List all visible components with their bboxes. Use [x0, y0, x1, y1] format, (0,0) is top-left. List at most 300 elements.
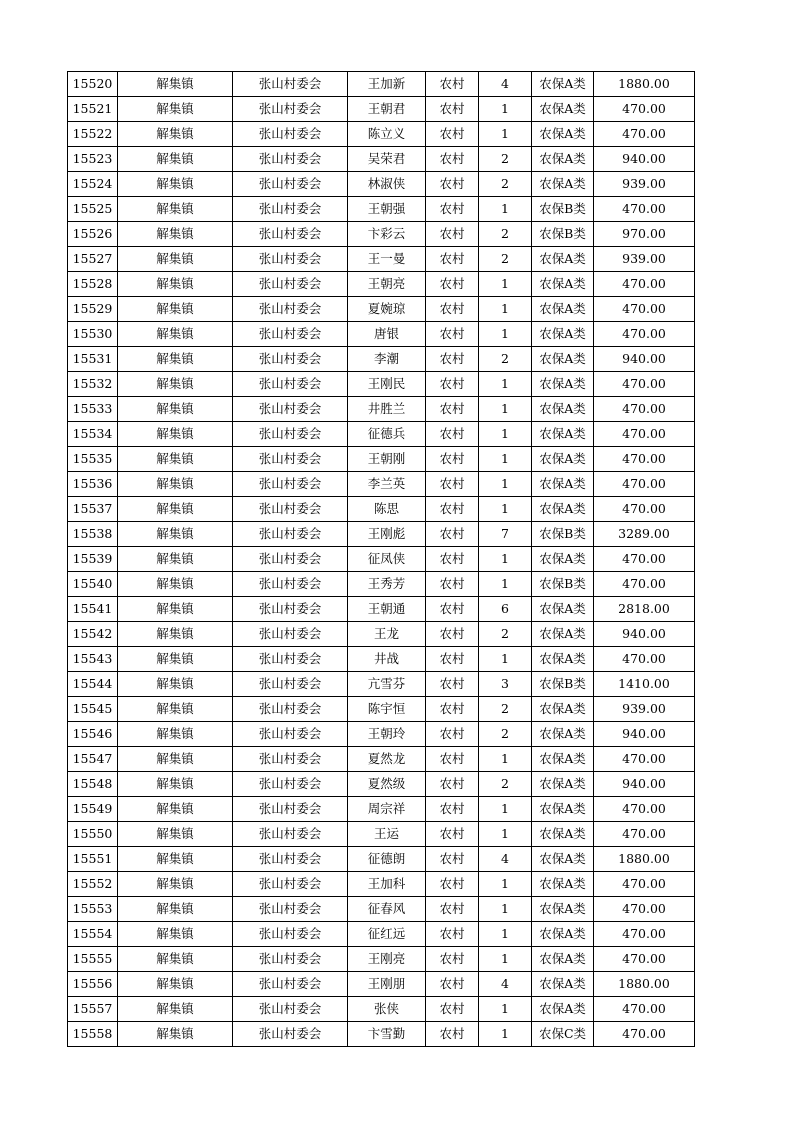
- amount-cell: 470.00: [594, 647, 695, 672]
- insurance-category-cell: 农保A类: [532, 397, 594, 422]
- record-id-cell: 15533: [68, 397, 118, 422]
- household-count-cell: 1: [479, 197, 532, 222]
- area-type-cell: 农村: [426, 897, 479, 922]
- table-row: [68, 197, 695, 222]
- record-id-cell: 15525: [68, 197, 118, 222]
- village-committee-cell: 张山村委会: [233, 222, 348, 247]
- person-name-cell: 王刚民: [348, 372, 426, 397]
- record-id-cell: 15531: [68, 347, 118, 372]
- insurance-category-cell: 农保A类: [532, 172, 594, 197]
- village-committee-cell: 张山村委会: [233, 422, 348, 447]
- area-type-cell: 农村: [426, 197, 479, 222]
- town-cell: 解集镇: [118, 322, 233, 347]
- table-row: [68, 522, 695, 547]
- insurance-category-cell: 农保A类: [532, 247, 594, 272]
- area-type-cell: 农村: [426, 747, 479, 772]
- town-cell: 解集镇: [118, 297, 233, 322]
- town-cell: 解集镇: [118, 947, 233, 972]
- household-count-cell: 4: [479, 972, 532, 997]
- village-committee-cell: 张山村委会: [233, 447, 348, 472]
- person-name-cell: 征红远: [348, 922, 426, 947]
- amount-cell: 470.00: [594, 897, 695, 922]
- insurance-category-cell: 农保A类: [532, 922, 594, 947]
- town-cell: 解集镇: [118, 772, 233, 797]
- household-count-cell: 1: [479, 97, 532, 122]
- insurance-category-cell: 农保A类: [532, 722, 594, 747]
- village-committee-cell: 张山村委会: [233, 747, 348, 772]
- person-name-cell: 井战: [348, 647, 426, 672]
- table-row: [68, 972, 695, 997]
- amount-cell: 940.00: [594, 622, 695, 647]
- amount-cell: 470.00: [594, 747, 695, 772]
- table-row: [68, 572, 695, 597]
- record-id-cell: 15545: [68, 697, 118, 722]
- person-name-cell: 陈思: [348, 497, 426, 522]
- table-row: [68, 247, 695, 272]
- town-cell: 解集镇: [118, 247, 233, 272]
- table-row: [68, 872, 695, 897]
- village-committee-cell: 张山村委会: [233, 622, 348, 647]
- insurance-category-cell: 农保A类: [532, 272, 594, 297]
- area-type-cell: 农村: [426, 147, 479, 172]
- table-row: [68, 822, 695, 847]
- person-name-cell: 陈立义: [348, 122, 426, 147]
- amount-cell: 939.00: [594, 247, 695, 272]
- person-name-cell: 林淑侠: [348, 172, 426, 197]
- village-committee-cell: 张山村委会: [233, 322, 348, 347]
- town-cell: 解集镇: [118, 172, 233, 197]
- record-id-cell: 15534: [68, 422, 118, 447]
- person-name-cell: 李潮: [348, 347, 426, 372]
- town-cell: 解集镇: [118, 722, 233, 747]
- person-name-cell: 王一曼: [348, 247, 426, 272]
- area-type-cell: 农村: [426, 797, 479, 822]
- person-name-cell: 王朝强: [348, 197, 426, 222]
- amount-cell: 940.00: [594, 722, 695, 747]
- person-name-cell: 征德朗: [348, 847, 426, 872]
- record-id-cell: 15543: [68, 647, 118, 672]
- person-name-cell: 井胜兰: [348, 397, 426, 422]
- village-committee-cell: 张山村委会: [233, 797, 348, 822]
- town-cell: 解集镇: [118, 672, 233, 697]
- person-name-cell: 王龙: [348, 622, 426, 647]
- table-row: [68, 322, 695, 347]
- village-committee-cell: 张山村委会: [233, 722, 348, 747]
- record-id-cell: 15530: [68, 322, 118, 347]
- town-cell: 解集镇: [118, 72, 233, 97]
- town-cell: 解集镇: [118, 497, 233, 522]
- village-committee-cell: 张山村委会: [233, 72, 348, 97]
- village-committee-cell: 张山村委会: [233, 272, 348, 297]
- record-id-cell: 15549: [68, 797, 118, 822]
- area-type-cell: 农村: [426, 497, 479, 522]
- village-committee-cell: 张山村委会: [233, 947, 348, 972]
- table-row: [68, 547, 695, 572]
- amount-cell: 470.00: [594, 372, 695, 397]
- town-cell: 解集镇: [118, 897, 233, 922]
- household-count-cell: 1: [479, 1022, 532, 1047]
- insurance-category-cell: 农保A类: [532, 72, 594, 97]
- household-count-cell: 2: [479, 172, 532, 197]
- table-row: [68, 772, 695, 797]
- table-row: [68, 597, 695, 622]
- insurance-category-cell: 农保A类: [532, 122, 594, 147]
- insurance-category-cell: 农保A类: [532, 547, 594, 572]
- insurance-category-cell: 农保B类: [532, 522, 594, 547]
- area-type-cell: 农村: [426, 397, 479, 422]
- table-row: [68, 947, 695, 972]
- village-committee-cell: 张山村委会: [233, 672, 348, 697]
- amount-cell: 1880.00: [594, 72, 695, 97]
- village-committee-cell: 张山村委会: [233, 197, 348, 222]
- household-count-cell: 2: [479, 147, 532, 172]
- area-type-cell: 农村: [426, 822, 479, 847]
- village-committee-cell: 张山村委会: [233, 697, 348, 722]
- village-committee-cell: 张山村委会: [233, 397, 348, 422]
- record-id-cell: 15520: [68, 72, 118, 97]
- person-name-cell: 王加新: [348, 72, 426, 97]
- town-cell: 解集镇: [118, 422, 233, 447]
- record-id-cell: 15539: [68, 547, 118, 572]
- insurance-category-cell: 农保A类: [532, 797, 594, 822]
- amount-cell: 470.00: [594, 947, 695, 972]
- area-type-cell: 农村: [426, 447, 479, 472]
- amount-cell: 470.00: [594, 997, 695, 1022]
- household-count-cell: 1: [479, 397, 532, 422]
- amount-cell: 940.00: [594, 772, 695, 797]
- person-name-cell: 张侠: [348, 997, 426, 1022]
- village-committee-cell: 张山村委会: [233, 147, 348, 172]
- area-type-cell: 农村: [426, 697, 479, 722]
- insurance-category-cell: 农保A类: [532, 972, 594, 997]
- records-table: [67, 71, 695, 1047]
- record-id-cell: 15550: [68, 822, 118, 847]
- record-id-cell: 15528: [68, 272, 118, 297]
- household-count-cell: 1: [479, 297, 532, 322]
- table-row: [68, 272, 695, 297]
- area-type-cell: 农村: [426, 372, 479, 397]
- table-row: [68, 397, 695, 422]
- insurance-category-cell: 农保B类: [532, 572, 594, 597]
- town-cell: 解集镇: [118, 747, 233, 772]
- table-row: [68, 347, 695, 372]
- household-count-cell: 2: [479, 222, 532, 247]
- household-count-cell: 2: [479, 697, 532, 722]
- village-committee-cell: 张山村委会: [233, 122, 348, 147]
- town-cell: 解集镇: [118, 647, 233, 672]
- village-committee-cell: 张山村委会: [233, 372, 348, 397]
- amount-cell: 470.00: [594, 497, 695, 522]
- town-cell: 解集镇: [118, 597, 233, 622]
- household-count-cell: 1: [479, 572, 532, 597]
- table-row: [68, 447, 695, 472]
- area-type-cell: 农村: [426, 347, 479, 372]
- area-type-cell: 农村: [426, 172, 479, 197]
- area-type-cell: 农村: [426, 122, 479, 147]
- town-cell: 解集镇: [118, 122, 233, 147]
- household-count-cell: 1: [479, 822, 532, 847]
- village-committee-cell: 张山村委会: [233, 172, 348, 197]
- amount-cell: 1880.00: [594, 847, 695, 872]
- amount-cell: 470.00: [594, 472, 695, 497]
- record-id-cell: 15540: [68, 572, 118, 597]
- amount-cell: 470.00: [594, 922, 695, 947]
- amount-cell: 3289.00: [594, 522, 695, 547]
- household-count-cell: 2: [479, 772, 532, 797]
- amount-cell: 470.00: [594, 122, 695, 147]
- village-committee-cell: 张山村委会: [233, 497, 348, 522]
- insurance-category-cell: 农保A类: [532, 97, 594, 122]
- table-row: [68, 922, 695, 947]
- amount-cell: 470.00: [594, 822, 695, 847]
- table-row: [68, 672, 695, 697]
- insurance-category-cell: 农保A类: [532, 497, 594, 522]
- insurance-category-cell: 农保A类: [532, 947, 594, 972]
- insurance-category-cell: 农保B类: [532, 197, 594, 222]
- household-count-cell: 1: [479, 472, 532, 497]
- person-name-cell: 李兰英: [348, 472, 426, 497]
- village-committee-cell: 张山村委会: [233, 547, 348, 572]
- village-committee-cell: 张山村委会: [233, 847, 348, 872]
- table-row: [68, 797, 695, 822]
- town-cell: 解集镇: [118, 147, 233, 172]
- area-type-cell: 农村: [426, 222, 479, 247]
- table-row: [68, 622, 695, 647]
- insurance-category-cell: 农保A类: [532, 622, 594, 647]
- amount-cell: 470.00: [594, 97, 695, 122]
- table-row: [68, 747, 695, 772]
- table-row: [68, 897, 695, 922]
- amount-cell: 939.00: [594, 697, 695, 722]
- area-type-cell: 农村: [426, 672, 479, 697]
- area-type-cell: 农村: [426, 772, 479, 797]
- record-id-cell: 15522: [68, 122, 118, 147]
- person-name-cell: 王运: [348, 822, 426, 847]
- village-committee-cell: 张山村委会: [233, 597, 348, 622]
- record-id-cell: 15532: [68, 372, 118, 397]
- record-id-cell: 15535: [68, 447, 118, 472]
- table-row: [68, 697, 695, 722]
- amount-cell: 940.00: [594, 147, 695, 172]
- table-row: [68, 422, 695, 447]
- household-count-cell: 1: [479, 872, 532, 897]
- table-row: [68, 97, 695, 122]
- insurance-category-cell: 农保A类: [532, 447, 594, 472]
- record-id-cell: 15537: [68, 497, 118, 522]
- town-cell: 解集镇: [118, 847, 233, 872]
- table-row: [68, 122, 695, 147]
- person-name-cell: 王刚亮: [348, 947, 426, 972]
- amount-cell: 470.00: [594, 572, 695, 597]
- person-name-cell: 夏然龙: [348, 747, 426, 772]
- person-name-cell: 夏然级: [348, 772, 426, 797]
- insurance-category-cell: 农保B类: [532, 222, 594, 247]
- amount-cell: 940.00: [594, 347, 695, 372]
- household-count-cell: 1: [479, 447, 532, 472]
- insurance-category-cell: 农保B类: [532, 672, 594, 697]
- area-type-cell: 农村: [426, 722, 479, 747]
- household-count-cell: 1: [479, 272, 532, 297]
- table-row: [68, 147, 695, 172]
- person-name-cell: 夏婉琼: [348, 297, 426, 322]
- record-id-cell: 15521: [68, 97, 118, 122]
- record-id-cell: 15523: [68, 147, 118, 172]
- amount-cell: 2818.00: [594, 597, 695, 622]
- table-row: [68, 847, 695, 872]
- record-id-cell: 15557: [68, 997, 118, 1022]
- village-committee-cell: 张山村委会: [233, 347, 348, 372]
- area-type-cell: 农村: [426, 422, 479, 447]
- person-name-cell: 王朝刚: [348, 447, 426, 472]
- household-count-cell: 1: [479, 897, 532, 922]
- village-committee-cell: 张山村委会: [233, 247, 348, 272]
- town-cell: 解集镇: [118, 522, 233, 547]
- area-type-cell: 农村: [426, 622, 479, 647]
- area-type-cell: 农村: [426, 97, 479, 122]
- household-count-cell: 2: [479, 722, 532, 747]
- household-count-cell: 1: [479, 747, 532, 772]
- area-type-cell: 农村: [426, 847, 479, 872]
- household-count-cell: 1: [479, 322, 532, 347]
- insurance-category-cell: 农保A类: [532, 822, 594, 847]
- village-committee-cell: 张山村委会: [233, 647, 348, 672]
- record-id-cell: 15552: [68, 872, 118, 897]
- record-id-cell: 15558: [68, 1022, 118, 1047]
- amount-cell: 470.00: [594, 547, 695, 572]
- insurance-category-cell: 农保A类: [532, 597, 594, 622]
- person-name-cell: 王朝玲: [348, 722, 426, 747]
- town-cell: 解集镇: [118, 447, 233, 472]
- town-cell: 解集镇: [118, 222, 233, 247]
- person-name-cell: 唐银: [348, 322, 426, 347]
- insurance-category-cell: 农保A类: [532, 322, 594, 347]
- person-name-cell: 卞彩云: [348, 222, 426, 247]
- person-name-cell: 征春风: [348, 897, 426, 922]
- village-committee-cell: 张山村委会: [233, 897, 348, 922]
- town-cell: 解集镇: [118, 872, 233, 897]
- household-count-cell: 2: [479, 622, 532, 647]
- household-count-cell: 1: [479, 797, 532, 822]
- person-name-cell: 吴荣君: [348, 147, 426, 172]
- area-type-cell: 农村: [426, 297, 479, 322]
- table-row: [68, 497, 695, 522]
- person-name-cell: 征德兵: [348, 422, 426, 447]
- record-id-cell: 15529: [68, 297, 118, 322]
- area-type-cell: 农村: [426, 272, 479, 297]
- table-row: [68, 472, 695, 497]
- table-row: [68, 372, 695, 397]
- household-count-cell: 4: [479, 72, 532, 97]
- table-row: [68, 222, 695, 247]
- area-type-cell: 农村: [426, 1022, 479, 1047]
- insurance-category-cell: 农保A类: [532, 347, 594, 372]
- amount-cell: 1410.00: [594, 672, 695, 697]
- amount-cell: 470.00: [594, 397, 695, 422]
- village-committee-cell: 张山村委会: [233, 772, 348, 797]
- person-name-cell: 陈宇恒: [348, 697, 426, 722]
- table-body: [68, 72, 695, 1047]
- insurance-category-cell: 农保A类: [532, 372, 594, 397]
- area-type-cell: 农村: [426, 647, 479, 672]
- record-id-cell: 15526: [68, 222, 118, 247]
- table-row: [68, 72, 695, 97]
- insurance-category-cell: 农保A类: [532, 422, 594, 447]
- record-id-cell: 15548: [68, 772, 118, 797]
- amount-cell: 470.00: [594, 322, 695, 347]
- town-cell: 解集镇: [118, 272, 233, 297]
- area-type-cell: 农村: [426, 472, 479, 497]
- area-type-cell: 农村: [426, 597, 479, 622]
- town-cell: 解集镇: [118, 822, 233, 847]
- household-count-cell: 1: [479, 922, 532, 947]
- insurance-category-cell: 农保A类: [532, 697, 594, 722]
- area-type-cell: 农村: [426, 72, 479, 97]
- record-id-cell: 15541: [68, 597, 118, 622]
- area-type-cell: 农村: [426, 922, 479, 947]
- person-name-cell: 卞雪勤: [348, 1022, 426, 1047]
- person-name-cell: 王朝亮: [348, 272, 426, 297]
- village-committee-cell: 张山村委会: [233, 872, 348, 897]
- table-row: [68, 172, 695, 197]
- village-committee-cell: 张山村委会: [233, 297, 348, 322]
- record-id-cell: 15524: [68, 172, 118, 197]
- person-name-cell: 亢雪芬: [348, 672, 426, 697]
- village-committee-cell: 张山村委会: [233, 972, 348, 997]
- record-id-cell: 15538: [68, 522, 118, 547]
- town-cell: 解集镇: [118, 97, 233, 122]
- household-count-cell: 1: [479, 372, 532, 397]
- village-committee-cell: 张山村委会: [233, 97, 348, 122]
- person-name-cell: 王朝通: [348, 597, 426, 622]
- insurance-category-cell: 农保A类: [532, 472, 594, 497]
- town-cell: 解集镇: [118, 797, 233, 822]
- record-id-cell: 15544: [68, 672, 118, 697]
- record-id-cell: 15542: [68, 622, 118, 647]
- table-row: [68, 297, 695, 322]
- amount-cell: 939.00: [594, 172, 695, 197]
- town-cell: 解集镇: [118, 622, 233, 647]
- amount-cell: 970.00: [594, 222, 695, 247]
- household-count-cell: 1: [479, 647, 532, 672]
- village-committee-cell: 张山村委会: [233, 572, 348, 597]
- record-id-cell: 15556: [68, 972, 118, 997]
- household-count-cell: 1: [479, 122, 532, 147]
- area-type-cell: 农村: [426, 522, 479, 547]
- town-cell: 解集镇: [118, 997, 233, 1022]
- village-committee-cell: 张山村委会: [233, 922, 348, 947]
- table-row: [68, 997, 695, 1022]
- household-count-cell: 7: [479, 522, 532, 547]
- town-cell: 解集镇: [118, 547, 233, 572]
- insurance-category-cell: 农保A类: [532, 747, 594, 772]
- person-name-cell: 征凤侠: [348, 547, 426, 572]
- village-committee-cell: 张山村委会: [233, 822, 348, 847]
- insurance-category-cell: 农保A类: [532, 772, 594, 797]
- area-type-cell: 农村: [426, 997, 479, 1022]
- amount-cell: 470.00: [594, 872, 695, 897]
- amount-cell: 470.00: [594, 422, 695, 447]
- town-cell: 解集镇: [118, 697, 233, 722]
- record-id-cell: 15527: [68, 247, 118, 272]
- village-committee-cell: 张山村委会: [233, 522, 348, 547]
- person-name-cell: 王朝君: [348, 97, 426, 122]
- area-type-cell: 农村: [426, 547, 479, 572]
- person-name-cell: 王秀芳: [348, 572, 426, 597]
- person-name-cell: 王加科: [348, 872, 426, 897]
- record-id-cell: 15554: [68, 922, 118, 947]
- record-id-cell: 15555: [68, 947, 118, 972]
- town-cell: 解集镇: [118, 472, 233, 497]
